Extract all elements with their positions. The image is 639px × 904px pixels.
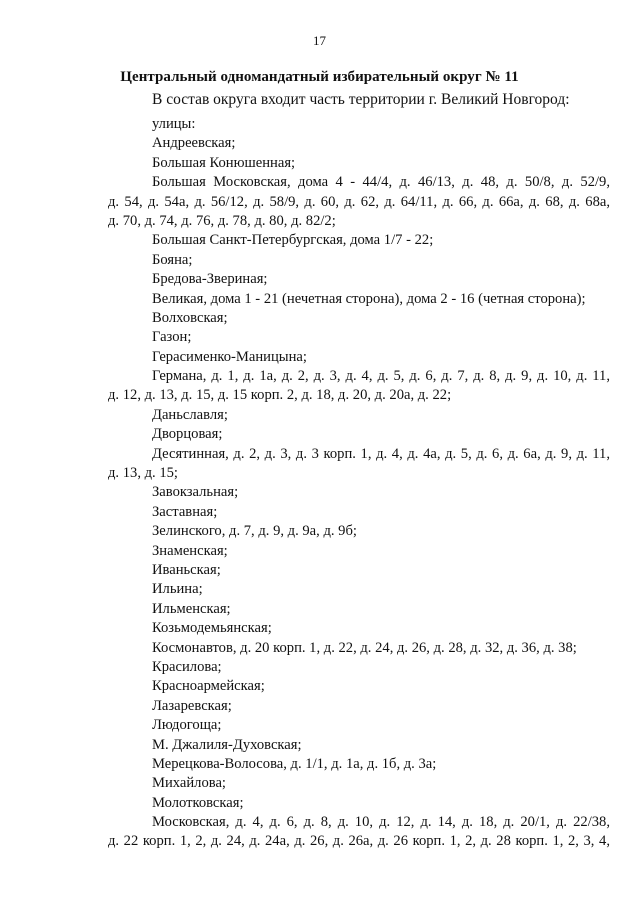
street-list-line: Газон; [152,329,192,346]
street-list-line: Великая, дома 1 - 21 (нечетная сторона), дома 2 - 16 (четная сторона); [152,290,586,307]
street-list-line: Волховская; [152,309,228,326]
street-list-line: Андреевская; [152,135,236,152]
street-list-line: Красноармейская; [152,678,265,695]
street-list-line: Знаменская; [152,542,228,559]
page-number: 17 [313,33,326,48]
street-list-line: Московская, д. 4, д. 6, д. 8, д. 10, д. 12, д. 14, д. 18, д. 20/1, д. 22/38, [152,814,610,831]
street-list-line: Большая Санкт-Петербургская, дома 1/7 - 22; [152,232,434,249]
street-list-line: Дворцовая; [152,426,223,443]
street-list-line: Бояна; [152,251,193,268]
street-list-line: Даньславля; [152,406,228,423]
street-list-line: Козьмодемьянская; [152,620,272,637]
street-list-line: д. 54, д. 54а, д. 56/12, д. 58/9, д. 60, д. 62, д. 64/11, д. 66, д. 66а, д. 68, д. 68а, [108,193,610,210]
street-list-line: Заставная; [152,503,218,520]
street-list-line: д. 70, д. 74, д. 76, д. 78, д. 80, д. 82/2; [108,212,336,229]
street-list-line: М. Джалиля-Духовская; [152,736,302,753]
street-list-line: Герасименко-Маницына; [152,348,307,365]
street-list-line: улицы: [152,116,196,132]
district-heading: Центральный одномандатный избирательный округ № 11 [120,69,519,85]
street-list-line: Большая Конюшенная; [152,154,296,171]
street-list-line: д. 13, д. 15; [108,465,178,482]
street-list [108,115,610,852]
street-list-line: Людогоща; [152,717,222,734]
street-list-line: Космонавтов, д. 20 корп. 1, д. 22, д. 24, д. 26, д. 28, д. 32, д. 36, д. 38; [152,639,577,656]
street-list-line: Мерецкова-Волосова, д. 1/1, д. 1а, д. 1б, д. 3а; [152,755,437,772]
street-list-line: д. 12, д. 13, д. 15, д. 15 корп. 2, д. 18, д. 20, д. 20а, д. 22; [108,387,452,404]
street-list-line: Молотковская; [152,794,244,811]
street-list-line: Ильменская; [152,600,231,617]
street-list-line: Десятинная, д. 2, д. 3, д. 3 корп. 1, д. 4, д. 4а, д. 5, д. 6, д. 6а, д. 9, д. 11, [152,445,610,462]
street-list-line: Зелинского, д. 7, д. 9, д. 9а, д. 9б; [152,523,357,540]
street-list-line: Завокзальная; [152,484,239,501]
street-list-line: Красилова; [152,658,222,675]
street-list-line: Бредова-Звериная; [152,271,268,288]
street-list-line: Иваньская; [152,561,221,578]
street-list-line: Большая Московская, дома 4 - 44/4, д. 46/13, д. 48, д. 50/8, д. 52/9, [152,174,610,191]
street-list-line: Михайлова; [152,775,226,792]
street-list-line: Лазаревская; [152,697,232,714]
district-intro: В состав округа входит часть территории г. Великий Новгород: [152,91,570,108]
street-list-line: д. 22 корп. 1, 2, д. 24, д. 24а, д. 26, д. 26а, д. 26 корп. 1, 2, д. 28 корп. 1, 2, 3, 4, [108,833,610,850]
street-list-line: Германа, д. 1, д. 1а, д. 2, д. 3, д. 4, д. 5, д. 6, д. 7, д. 8, д. 9, д. 10, д. 11, [152,368,610,385]
street-list-line: Ильина; [152,581,203,598]
